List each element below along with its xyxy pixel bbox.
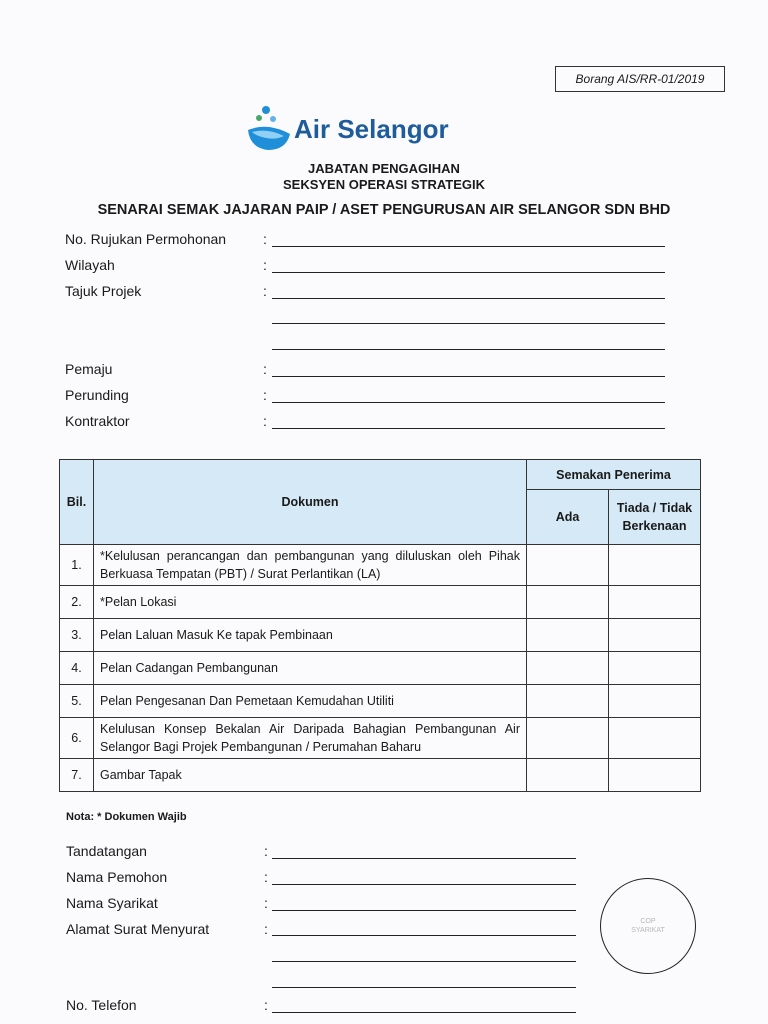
ada-cell[interactable] xyxy=(527,545,609,586)
ada-cell[interactable] xyxy=(527,718,609,759)
nama-syarikat-line[interactable] xyxy=(272,910,576,911)
row-number: 3. xyxy=(60,619,94,652)
wilayah-line[interactable] xyxy=(272,272,665,273)
row-number: 5. xyxy=(60,685,94,718)
col-header-semakan: Semakan Penerima xyxy=(527,460,701,490)
tiada-cell[interactable] xyxy=(609,685,701,718)
form-code: Borang AIS/RR-01/2019 xyxy=(555,66,725,92)
field-colon: : xyxy=(264,843,268,859)
tiada-cell[interactable] xyxy=(609,652,701,685)
field-label-pemaju: Pemaju xyxy=(65,361,113,377)
stamp-label: COP SYARIKAT xyxy=(631,918,665,934)
tiada-cell[interactable] xyxy=(609,718,701,759)
checklist-table xyxy=(59,459,701,792)
table-row xyxy=(60,685,701,718)
row-document: *Pelan Lokasi xyxy=(94,586,527,619)
ada-cell[interactable] xyxy=(527,652,609,685)
table-row xyxy=(60,759,701,792)
field-label-tandatangan: Tandatangan xyxy=(66,843,147,859)
table-row xyxy=(60,545,701,586)
alamat-line-1[interactable] xyxy=(272,935,576,936)
row-document: Gambar Tapak xyxy=(94,759,527,792)
form-title: SENARAI SEMAK JAJARAN PAIP / ASET PENGURUSAN AIR SELANGOR SDN BHD xyxy=(97,202,671,218)
field-label-perunding: Perunding xyxy=(65,387,129,403)
table-row xyxy=(60,586,701,619)
table-row xyxy=(60,619,701,652)
row-document: Pelan Cadangan Pembangunan xyxy=(94,652,527,685)
telefon-line[interactable] xyxy=(272,1012,576,1013)
mandatory-note: Nota: * Dokumen Wajib xyxy=(66,811,187,823)
tajuk-line-1[interactable] xyxy=(272,298,665,299)
rujukan-line[interactable] xyxy=(272,246,665,247)
alamat-line-2[interactable] xyxy=(272,961,576,962)
row-document: Kelulusan Konsep Bekalan Air Daripada Bahagian Pembangunan Air Selangor Bagi Projek Pembangunan / Perumahan Baharu xyxy=(94,718,527,759)
air-selangor-logo xyxy=(246,104,486,152)
row-document: Pelan Laluan Masuk Ke tapak Pembinaan xyxy=(94,619,527,652)
table-row xyxy=(60,718,701,759)
logo-drop-icon xyxy=(246,104,294,152)
section-heading: SEKSYEN OPERASI STRATEGIK xyxy=(282,177,485,192)
department-heading: JABATAN PENGAGIHAN xyxy=(308,161,460,176)
field-label-kontraktor: Kontraktor xyxy=(65,413,130,429)
field-colon: : xyxy=(263,231,267,247)
logo-text: Air Selangor xyxy=(294,114,449,144)
row-number: 4. xyxy=(60,652,94,685)
field-colon: : xyxy=(263,387,267,403)
pemaju-line[interactable] xyxy=(272,376,665,377)
field-colon: : xyxy=(264,921,268,937)
col-header-tiada: Tiada / Tidak Berkenaan xyxy=(609,490,701,545)
field-label-alamat: Alamat Surat Menyurat xyxy=(66,921,210,937)
field-colon: : xyxy=(263,283,267,299)
perunding-line[interactable] xyxy=(272,402,665,403)
tajuk-line-2[interactable] xyxy=(272,323,665,324)
tiada-cell[interactable] xyxy=(609,619,701,652)
row-number: 6. xyxy=(60,718,94,759)
ada-cell[interactable] xyxy=(527,586,609,619)
tiada-cell[interactable] xyxy=(609,759,701,792)
ada-cell[interactable] xyxy=(527,619,609,652)
table-row xyxy=(60,652,701,685)
field-colon: : xyxy=(264,997,268,1013)
field-label-nama-syarikat: Nama Syarikat xyxy=(66,895,158,911)
kontraktor-line[interactable] xyxy=(272,428,665,429)
company-stamp-area[interactable] xyxy=(600,878,696,974)
field-label-rujukan: No. Rujukan Permohonan xyxy=(65,231,227,247)
col-header-dokumen: Dokumen xyxy=(94,460,527,545)
col-header-ada: Ada xyxy=(527,490,609,545)
field-colon: : xyxy=(263,413,267,429)
field-colon: : xyxy=(263,361,267,377)
field-label-nama-pemohon: Nama Pemohon xyxy=(66,869,168,885)
tiada-cell[interactable] xyxy=(609,586,701,619)
field-label-tajuk: Tajuk Projek xyxy=(65,283,142,299)
tandatangan-line[interactable] xyxy=(272,858,576,859)
nama-pemohon-line[interactable] xyxy=(272,884,576,885)
field-colon: : xyxy=(264,869,268,885)
tajuk-line-3[interactable] xyxy=(272,349,665,350)
field-colon: : xyxy=(264,895,268,911)
col-header-bil: Bil. xyxy=(60,460,94,545)
field-label-telefon: No. Telefon xyxy=(66,997,137,1013)
tiada-cell[interactable] xyxy=(609,545,701,586)
field-label-wilayah: Wilayah xyxy=(65,257,115,273)
row-number: 7. xyxy=(60,759,94,792)
row-number: 2. xyxy=(60,586,94,619)
row-document: *Kelulusan perancangan dan pembangunan yang diluluskan oleh Pihak Berkuasa Tempatan (PBT) / Surat Perlantikan (LA) xyxy=(94,545,527,586)
ada-cell[interactable] xyxy=(527,685,609,718)
row-document: Pelan Pengesanan Dan Pemetaan Kemudahan Utiliti xyxy=(94,685,527,718)
row-number: 1. xyxy=(60,545,94,586)
field-colon: : xyxy=(263,257,267,273)
alamat-line-3[interactable] xyxy=(272,987,576,988)
ada-cell[interactable] xyxy=(527,759,609,792)
